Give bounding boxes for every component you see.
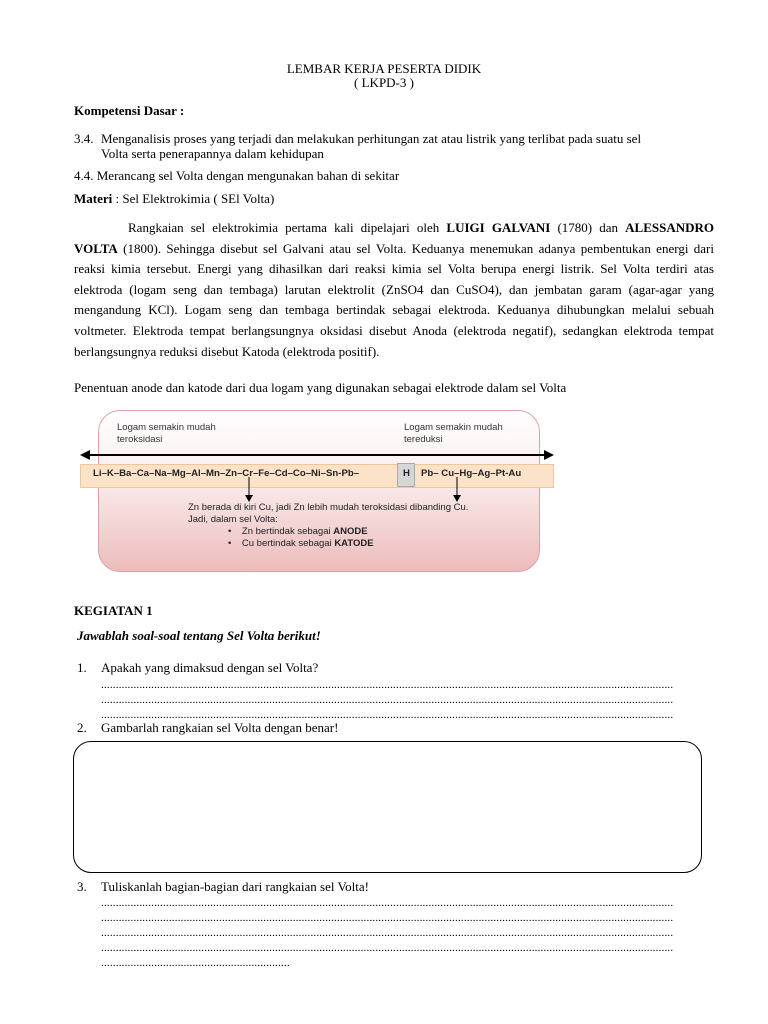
question-2-number: 2.: [77, 720, 87, 735]
kd1-number: 3.4.: [74, 131, 94, 146]
diagram-note: [188, 502, 468, 550]
materi-value: : Sel Elektrokimia ( SEl Volta): [115, 191, 275, 206]
volta-name: ALESSANDRO VOLTA: [74, 220, 714, 256]
materi-line: [74, 191, 274, 207]
answer-line[interactable]: ..................................................................................................................................................................................................: [101, 927, 674, 939]
diagram-note-line1: Zn berada di kiri Cu, jadi Zn lebih mudah teroksidasi dibanding Cu.: [188, 502, 469, 513]
hydrogen-label: H: [403, 468, 410, 479]
metal-series-left: Li–K–Ba–Ca–Na–Mg–Al–Mn–Zn–Cr–Fe–Cd–Co–Ni–Sn-Pb–: [93, 468, 360, 479]
reduction-label-line2: tereduksi: [404, 434, 443, 445]
answer-line[interactable]: ..................................................................................................................................................................................................: [101, 897, 674, 909]
double-arrow-icon: [80, 449, 554, 461]
diagram-note-line2: Jadi, dalam sel Volta:: [188, 514, 278, 525]
worksheet-subtitle: ( LKPD-3 ): [354, 75, 414, 90]
answer-line[interactable]: ..................................................................................................................................................................................................: [101, 679, 674, 691]
kd1-line1: Menganalisis proses yang terjadi dan melakukan perhitungan zat atau listrik yang terlibat pada suatu sel: [101, 131, 642, 146]
answer-line[interactable]: ..................................................................................................................................................................................................: [101, 942, 674, 954]
anode-bullet-text: Zn bertindak sebagai: [241, 526, 334, 537]
oxidation-label: [117, 422, 216, 446]
answer-line[interactable]: ................................................................: [101, 957, 290, 969]
kegiatan-title: KEGIATAN 1: [74, 603, 153, 618]
answer-line[interactable]: ..................................................................................................................................................................................................: [101, 912, 674, 924]
metal-series-right: Pb– Cu–Hg–Ag–Pt-Au: [421, 468, 522, 479]
anode-bullet: • Zn bertindak sebagai ANODE: [228, 526, 368, 537]
reduction-label-line1: Logam semakin mudah: [404, 422, 503, 433]
katode-bullet: • Cu bertindak sebagai KATODE: [228, 538, 374, 549]
materi-label: Materi: [74, 191, 113, 206]
question-1-number: 1.: [77, 660, 87, 675]
galvani-name: LUIGI GALVANI: [446, 220, 551, 235]
kd2: 4.4. Merancang sel Volta dengan mengunakan bahan di sekitar: [74, 168, 400, 183]
anode-cathode-intro: Penentuan anode dan katode dari dua logam yang digunakan sebagai elektrode dalam sel Volta: [74, 380, 567, 395]
anode-word: ANODE: [333, 526, 368, 537]
intro-text-a: Rangkaian sel elektrokimia pertama kali dipelajari oleh: [128, 220, 447, 235]
oxidation-label-line2: teroksidasi: [117, 434, 163, 445]
katode-bullet-text: Cu bertindak sebagai: [241, 538, 335, 549]
intro-text-b: (1780) dan: [550, 220, 619, 235]
question-3-number: 3.: [77, 879, 87, 894]
katode-word: KATODE: [334, 538, 374, 549]
question-1: Apakah yang dimaksud dengan sel Volta?: [101, 660, 319, 675]
answer-line[interactable]: ..................................................................................................................................................................................................: [101, 694, 674, 706]
kegiatan-instruction: Jawablah soal-soal tentang Sel Volta berikut!: [77, 628, 321, 643]
oxidation-label-line1: Logam semakin mudah: [117, 422, 216, 433]
intro-paragraph: [74, 218, 714, 362]
reduction-label: [404, 422, 503, 446]
question-2: Gambarlah rangkaian sel Volta dengan benar!: [101, 720, 339, 735]
question-3: Tuliskanlah bagian-bagian dari rangkaian sel Volta!: [101, 879, 370, 894]
cu-arrow-icon: [451, 477, 463, 503]
answer-line[interactable]: ..................................................................................................................................................................................................: [101, 709, 674, 721]
zn-arrow-icon: [243, 477, 255, 503]
kd1-line2: Volta serta penerapannya dalam kehidupan: [101, 146, 324, 161]
intro-text-c: (1800). Sehingga disebut sel Galvani atau sel Volta. Keduanya menemukan adanya pembentukan energi dari reaksi kimia tersebut. Energi yang dihasilkan dari reaksi kimia sel Volta berupa energi listrik. Sel Volta terdiri atas elektroda (logam seng dan tembaga) larutan elektrolit (ZnSO4 dan CuSO4), dan jembatan garam (agar-agar yang mengandung KCl). Logam seng dan tembaga bertindak sebagai elektroda. Keduanya dihubungkan melalui sebuah voltmeter. Elektroda tempat berlangsungnya oksidasi disebut Anoda (elektroda negatif), sedangkan elektroda tempat berlangsungnya reduksi disebut Katoda (elektroda positif).: [74, 240, 714, 359]
drawing-box[interactable]: [73, 741, 702, 873]
worksheet-title: LEMBAR KERJA PESERTA DIDIK: [286, 61, 482, 76]
kompetensi-label: Kompetensi Dasar :: [74, 103, 185, 118]
